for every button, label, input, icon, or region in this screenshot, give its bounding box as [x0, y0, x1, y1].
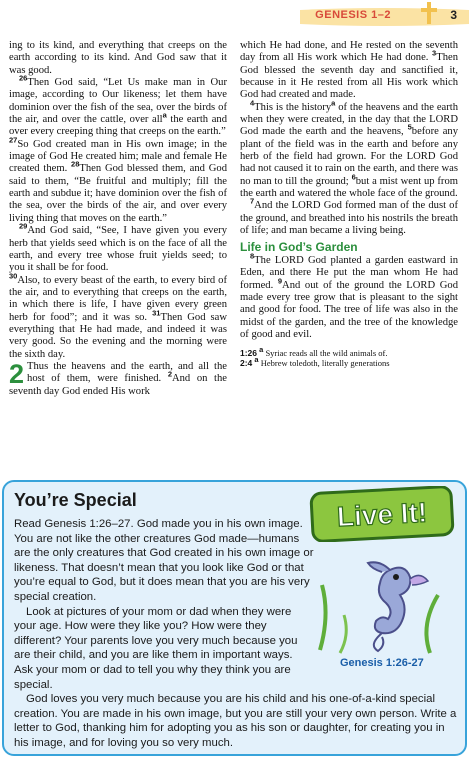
page-header — [0, 0, 469, 34]
logo-text: Live It! — [336, 496, 428, 533]
footnote: 2:4 a Hebrew toledoth, literally generations — [240, 355, 390, 369]
verse-text: which He had done, and He rested on the seventh day from all His work which He had done. $^3$Then God blessed the seventh day and sanctified it, because in it He rested from all His work which God had created and made. — [240, 40, 458, 101]
footnote: 1:26 a Syriac reads all the wild animals of. — [240, 345, 388, 359]
verse-29: $^{29}$And God said, “See, I have given you every herb that yields seed which is on the face of all the earth, and every tree whose fruit yields seed; to you it shall be for food. — [9, 221, 227, 274]
verse-26: $^{26}$Then God said, “Let Us make man in Our image, according to Our likeness; let them have dominion over the fish of the sea, over the birds of the air, and over the cattle, over all$^a$ the earth and over every creeping thing that creeps on the earth.” — [9, 73, 227, 138]
verse-7: $^7$And the LORD God formed man of the dust of the ground, and breathed into his nostrils the breath of life; and man became a living being. — [240, 196, 459, 237]
verse-27: $^{27}$So God created man in His own image; in the image of God He created him; male and female He created them. $^{28}$Then God blessed them, and God said to them, “Be fruitful and multiply; fill the earth and subdue it; have dominion over the fish of the sea, over the birds of the air, and over every living thing that moves on the earth.” — [9, 135, 227, 224]
feature-paragraph: God loves you very much because you are his child and his one-of-a-kind special creation. You are made in his own image, but you are still your very own person. Write a letter to God, thanking him for adopting you as his son or daughter, for creating you in his image, and for loving you so very much. — [14, 693, 457, 749]
cross-icon — [419, 0, 439, 26]
feature-heading: You’re Special — [14, 490, 137, 510]
feature-text — [14, 517, 459, 751]
feature-paragraph: Read Genesis 1:26–27. God made you in his own image. You are not like the other creatures God made—humans are the only creatures that God created in his own image or likeness. That doesn’t mean that you look like God or that you’re equal to God, but it does mean that you are his very special creation. — [14, 518, 314, 603]
book-chapter-title: GENESIS 1–2 — [315, 9, 391, 21]
left-column — [9, 40, 227, 398]
verse-8: $^8$The LORD God planted a garden eastward in Eden, and there He put the man whom He had formed. $^9$And out of the ground the LORD God made every tree grow that is pleasant to the sight and good for food. The tree of life was also in the midst of the garden, and the tree of the knowledge of good and evil. — [240, 251, 458, 340]
verse-text: ing to its kind, and everything that creeps on the earth according to its kind. And God saw that it was good. — [9, 40, 227, 76]
scripture-reference: Genesis 1:26-27 — [340, 657, 424, 669]
chapter-number: 2 — [9, 358, 25, 389]
chapter-2-start: 2 Thus the heavens and the earth, and all the host of them, were finished. $^2$And on the seventh day God ended His work — [9, 358, 227, 397]
header-bar — [0, 6, 469, 28]
verse-30: $^{30}$Also, to every beast of the earth, to every bird of the air, and to everything that creeps on the earth, in which there is life, I have given every green herb for food”; and it was so. $^{31}$Then God saw everything that He had made, and indeed it was very good. So the evening and the morning were the sixth day. — [9, 271, 227, 360]
footnotes — [240, 345, 458, 369]
right-column — [240, 40, 458, 368]
feature-paragraph: Look at pictures of your mom or dad when they were your age. How were they like you? How were they different? Your parents love you very much because you are their child, and you are like them in important ways. Ask your mom or dad to tell you why they think you are special. — [14, 605, 298, 691]
page-number: 3 — [450, 8, 457, 22]
verse-4: $^4$This is the history$^a$ of the heavens and the earth when they were created, in the day that the LORD God made the earth and the heavens, $^5$before any plant of the field was in the earth and before any herb of the field had grown. For the LORD God had not caused it to rain on the earth, and there was no man to till the ground; $^6$but a mist went up from the earth and watered the whole face of the ground. — [240, 98, 459, 200]
section-heading: Life in God’s Garden — [240, 239, 358, 254]
